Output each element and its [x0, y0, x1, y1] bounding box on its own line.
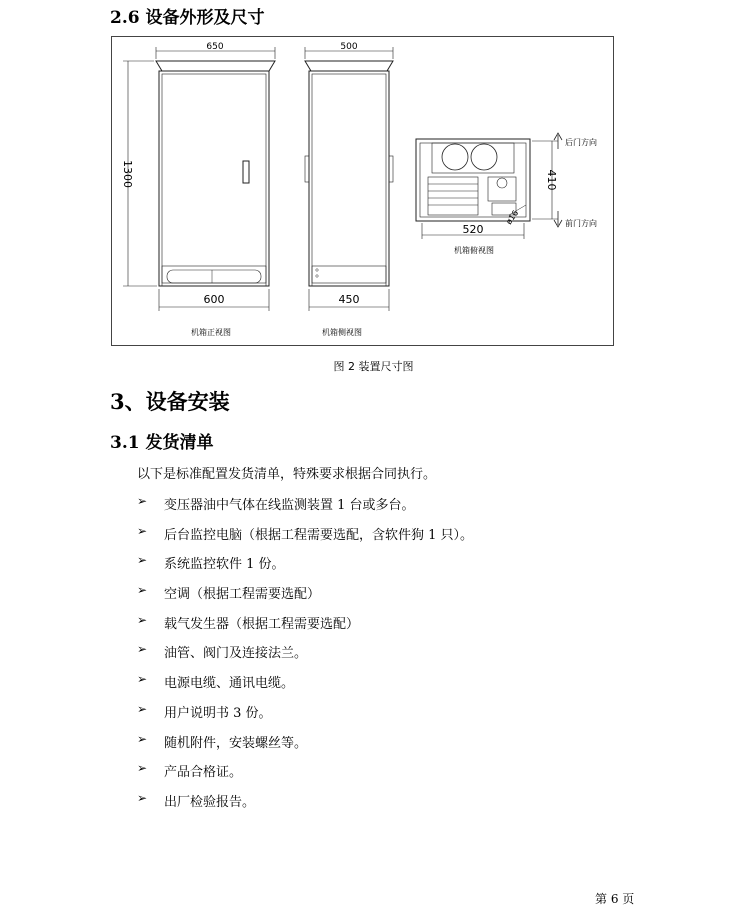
top-view-label: 机箱俯视图 [454, 246, 494, 255]
list-item [137, 761, 473, 791]
side-depth-top-label: 500 [340, 42, 358, 52]
page-number: 第 6 页 [595, 892, 635, 906]
front-view-drawing [123, 47, 275, 311]
list-item [137, 613, 473, 643]
front-door-label: 前门方向 [565, 219, 597, 228]
dimension-drawing [112, 37, 615, 347]
section-3-1-title: 3.1 发货清单 [110, 433, 214, 453]
bullet-icon: ➢ [137, 642, 148, 657]
side-view-drawing [305, 47, 393, 311]
list-item-text: 油管、阀门及连接法兰。 [164, 646, 308, 662]
front-height-label: 1300 [121, 160, 134, 188]
bullet-icon: ➢ [137, 583, 148, 598]
bullet-icon: ➢ [137, 553, 148, 568]
shipping-list [137, 494, 473, 821]
list-item [137, 583, 473, 613]
bullet-icon: ➢ [137, 731, 148, 746]
list-item-text: 系统监控软件 1 份。 [164, 557, 285, 573]
bullet-icon: ➢ [137, 790, 148, 805]
side-depth-bottom-label: 450 [338, 293, 360, 306]
list-item-text: 空调（根据工程需要选配） [164, 587, 321, 603]
list-item-text: 电源电缆、通讯电缆。 [164, 676, 295, 692]
dimension-figure [111, 36, 614, 346]
bullet-icon: ➢ [137, 701, 148, 716]
list-item [137, 494, 473, 524]
list-item-text: 变压器油中气体在线监测装置 1 台或多台。 [164, 498, 415, 513]
bullet-icon: ➢ [137, 672, 148, 687]
list-item-text: 用户说明书 3 份。 [164, 705, 272, 721]
section-2-6-title: 2.6 设备外形及尺寸 [110, 8, 265, 28]
front-view-label: 机箱正视图 [191, 328, 231, 337]
list-item [137, 642, 473, 672]
top-depth-label: 410 [545, 169, 558, 191]
list-item [137, 791, 473, 821]
side-view-label: 机箱侧视图 [322, 328, 362, 337]
list-item [137, 732, 473, 762]
list-item-text: 后台监控电脑（根据工程需要选配，含软件狗 1 只）。 [164, 527, 474, 543]
figure-caption: 图 2 装置尺寸图 [333, 360, 414, 373]
top-view-drawing [416, 133, 562, 239]
list-item [137, 553, 473, 583]
list-item [137, 672, 473, 702]
section-3-title: 3、设备安装 [110, 389, 230, 414]
list-item-text: 载气发生器（根据工程需要选配） [164, 616, 360, 632]
list-item-text: 产品合格证。 [164, 765, 243, 781]
list-item [137, 524, 473, 554]
top-width-label: 520 [462, 223, 484, 236]
list-item-text: 出厂检验报告。 [164, 794, 256, 810]
shipping-list-intro: 以下是标准配置发货清单，特殊要求根据合同执行。 [137, 467, 437, 482]
bullet-icon: ➢ [137, 494, 148, 508]
front-width-bottom-label: 600 [203, 293, 225, 306]
top-hole-label: ø16 [504, 208, 521, 227]
bullet-icon: ➢ [137, 523, 148, 538]
list-item [137, 702, 473, 732]
bullet-icon: ➢ [137, 612, 148, 627]
rear-door-label: 后门方向 [565, 138, 597, 147]
front-width-top-label: 650 [206, 42, 224, 52]
bullet-icon: ➢ [137, 761, 148, 776]
list-item-text: 随机附件，安装螺丝等。 [164, 735, 308, 751]
